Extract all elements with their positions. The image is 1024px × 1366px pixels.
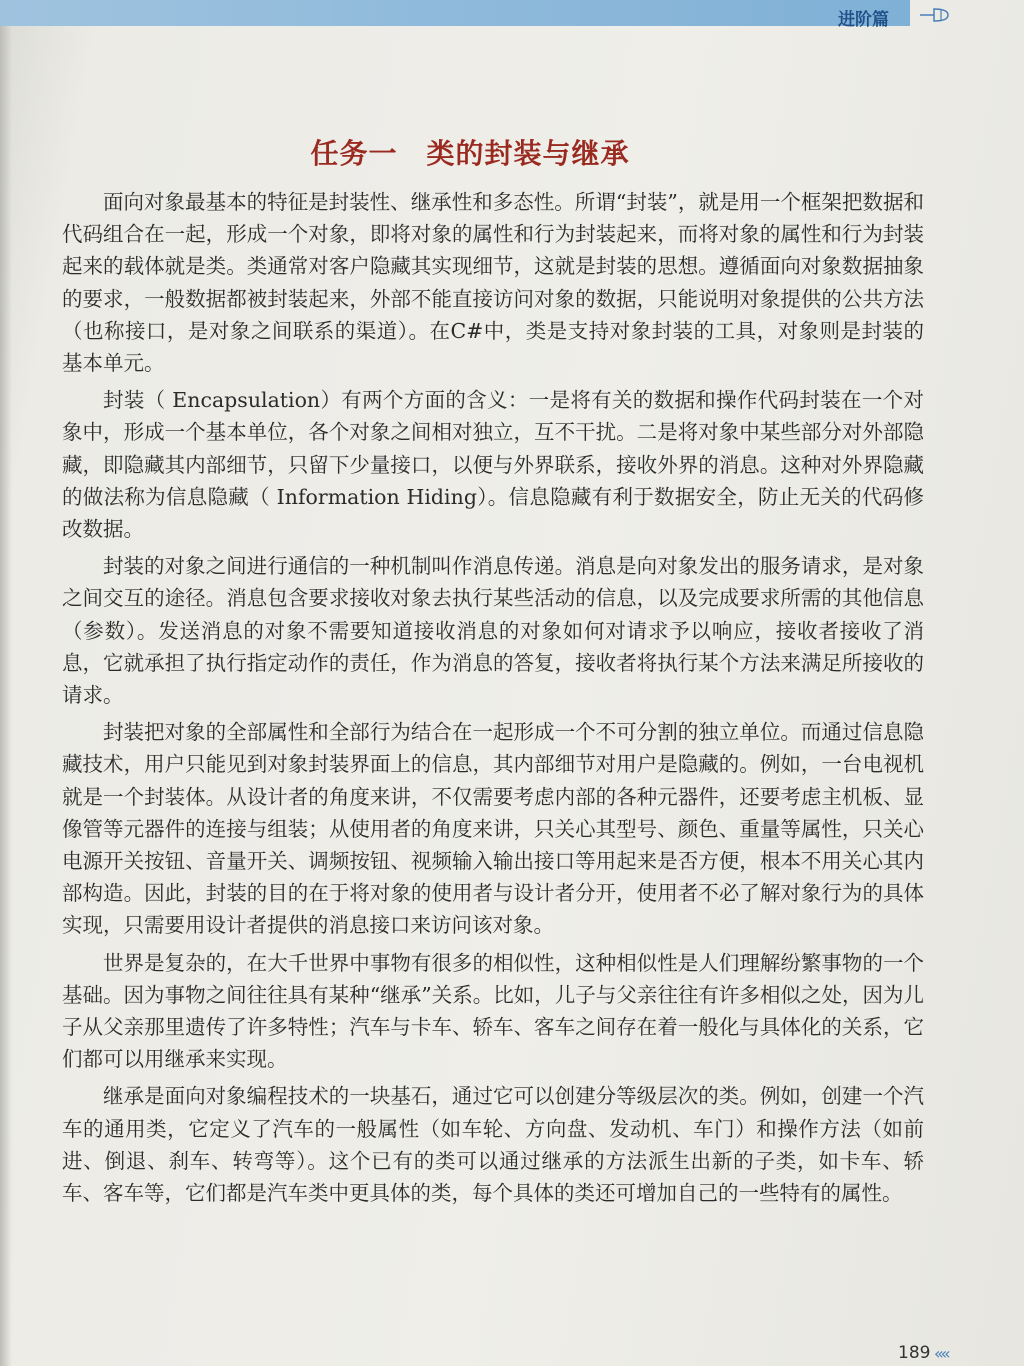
paragraph-inheritance-example: 继承是面向对象编程技术的一块基石，通过它可以创建分等级层次的类。例如，创建一个汽车的通用类，它定义了汽车的一般属性（如车轮、方向盘、发动机、车门）和操作方法（如前进、倒退、刹车、转弯等）。这个已有的类可以通过继承的方法派生出新的子类，如卡车、轿车、客车等，它们都是汽车类中更具体的类，每个具体的类还可增加自己的一些特有的属性。 bbox=[62, 1084, 924, 1206]
paragraph-encapsulation-intro: 面向对象最基本的特征是封装性、继承性和多态性。所谓“封装”，就是用一个框架把数据和代码组合在一起，形成一个对象，即将对象的属性和行为封装起来，而将对象的属性和行为封装起来的载体就是类。类通常对客户隐藏其实现细节，这就是封装的思想。遵循面向对象数据抽象的要求，一般数据都被封装起来，外部不能直接访问对象的数据，只能说明对象提供的公共方法（也称接口，是对象之间联系的渠道）。在C#中，类是支持对象封装的工具，对象则是封装的基本单元。 bbox=[62, 190, 924, 376]
page-arrows-icon: ‹‹‹‹ bbox=[934, 1344, 948, 1363]
section-label: 进阶篇 bbox=[838, 10, 889, 30]
book-tab-icon bbox=[918, 6, 952, 24]
paragraph-encapsulation-meaning: 封装（ Encapsulation）有两个方面的含义：一是将有关的数据和操作代码封装在一个对象中，形成一个基本单位，各个对象之间相对独立，互不干扰。二是将对象中某些部分对外部隐藏，即隐藏其内部细节，只留下少量接口，以便与外界联系，接收外界的消息。这种对外界隐藏的做法称为信息隐藏（ Information Hiding）。信息隐藏有利于数据安全，防止无关的代码修改数据。 bbox=[62, 388, 924, 542]
paragraph-tv-example: 封装把对象的全部属性和全部行为结合在一起形成一个不可分割的独立单位。而通过信息隐藏技术，用户只能见到对象封装界面上的信息，其内部细节对用户是隐藏的。例如，一台电视机就是一个封装体。从设计者的角度来讲，不仅需要考虑内部的各种元器件，还要考虑主机板、显像管等元器件的连接与组装；从使用者的角度来讲，只关心其型号、颜色、重量等属性，只关心电源开关按钮、音量开关、调频按钮、视频输入输出接口等用起来是否方便，根本不用关心其内部构造。因此，封装的目的在于将对象的使用者与设计者分开，使用者不必了解对象行为的具体实现，只需要用设计者提供的消息接口来访问该对象。 bbox=[62, 720, 924, 938]
page-title: 任务一 类的封装与继承 bbox=[310, 136, 630, 170]
page-number: 189 bbox=[898, 1343, 931, 1363]
page-binding-shadow bbox=[0, 0, 12, 1366]
header-color-bar bbox=[0, 0, 910, 26]
body-text bbox=[62, 186, 924, 1214]
paragraph-message-passing: 封装的对象之间进行通信的一种机制叫作消息传递。消息是向对象发出的服务请求，是对象之间交互的途径。消息包含要求接收对象去执行某些活动的信息，以及完成要求所需的其他信息（参数）。发送消息的对象不需要知道接收消息的对象如何对请求予以响应，接收者接收了消息，它就承担了执行指定动作的责任，作为消息的答复，接收者将执行某个方法来满足所接收的请求。 bbox=[62, 554, 924, 708]
paragraph-inheritance-intro: 世界是复杂的，在大千世界中事物有很多的相似性，这种相似性是人们理解纷繁事物的一个基础。因为事物之间往往具有某种“继承”关系。比如，儿子与父亲往往有许多相似之处，因为儿子从父亲那里遗传了许多特性；汽车与卡车、轿车、客车之间存在着一般化与具体化的关系，它们都可以用继承来实现。 bbox=[62, 950, 924, 1072]
